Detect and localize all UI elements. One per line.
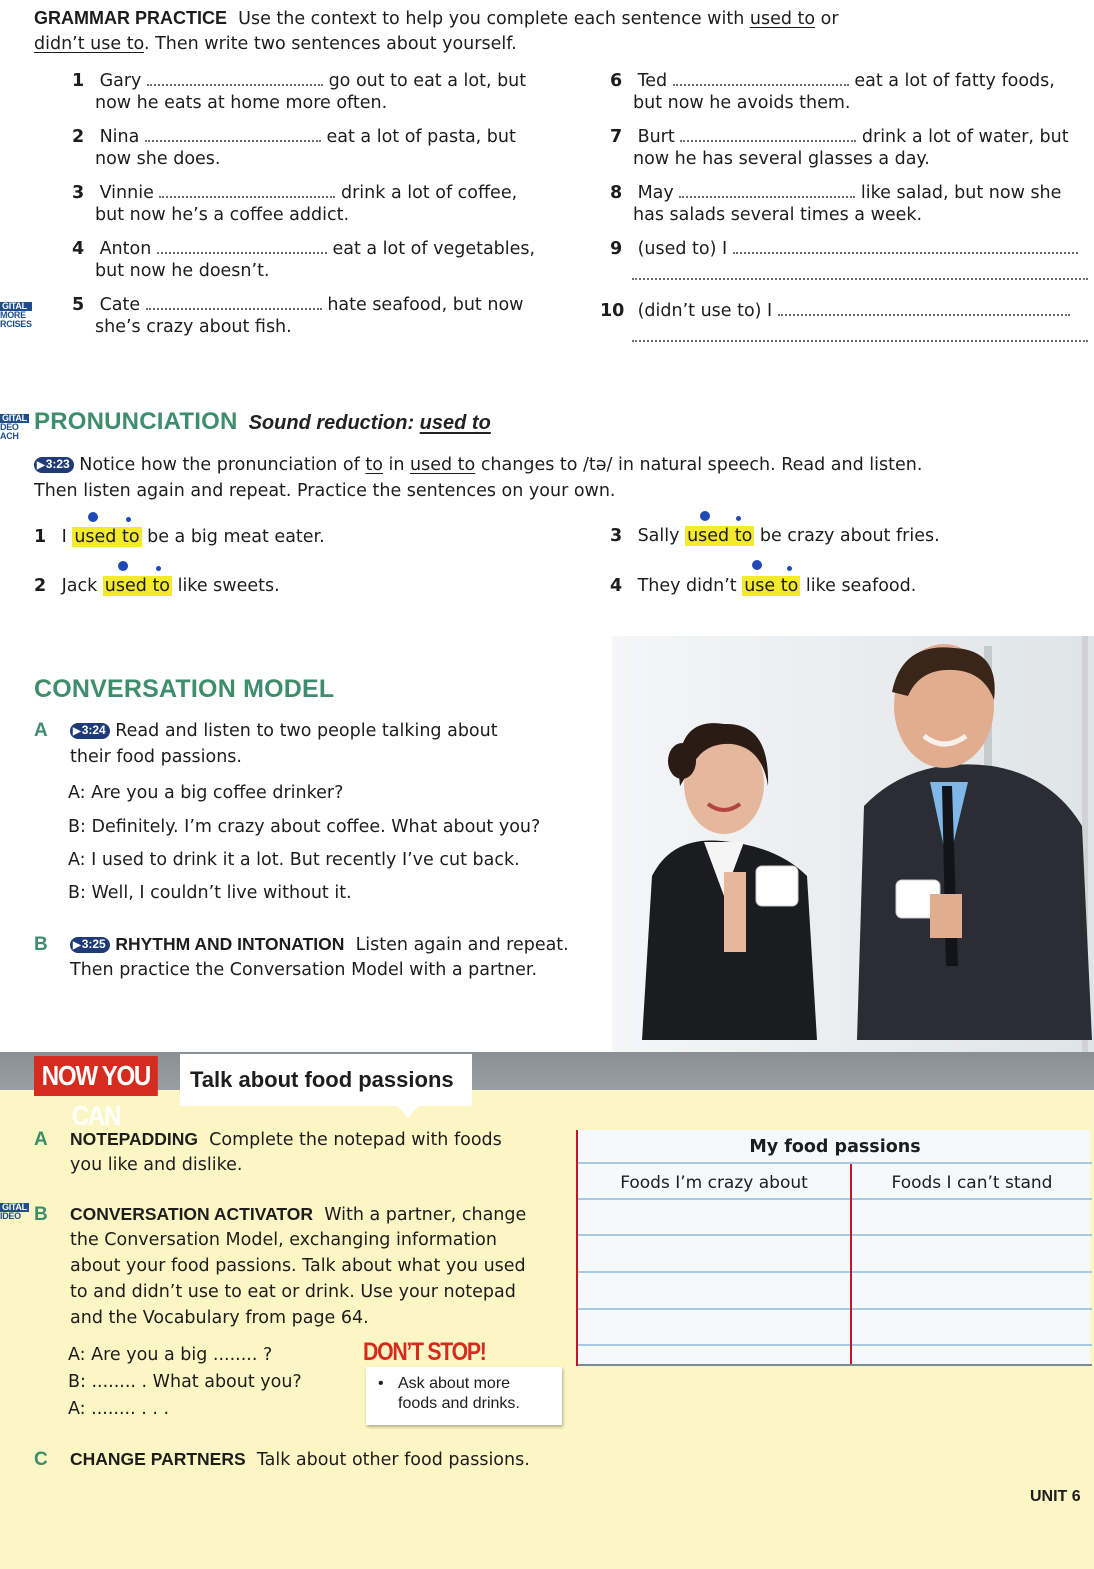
pronunciation-instructions-line2: Then listen again and repeat. Practice the sentences on your own. xyxy=(34,481,616,501)
answer-blank[interactable] xyxy=(679,188,855,198)
grammar-instructions-line2: didn’t use to. Then write two sentences about yourself. xyxy=(34,34,517,54)
answer-blank[interactable] xyxy=(145,132,321,142)
answer-blank[interactable] xyxy=(673,76,849,86)
notepadding-instructions-line2: you like and dislike. xyxy=(70,1155,243,1175)
dialogue-line-3: A: I used to drink it a lot. But recently I’ve cut back. xyxy=(68,850,520,870)
dialogue-line-4: B: Well, I couldn’t live without it. xyxy=(68,883,352,903)
play-icon: ▶ xyxy=(37,460,45,471)
notepad-rule xyxy=(578,1344,1092,1346)
pronunciation-heading: PRONUNCIATION Sound reduction: used to xyxy=(34,408,491,435)
notepad-rule xyxy=(578,1271,1092,1273)
grammar-item-3: 3 Vinnie drink a lot of coffee, but now he’s a coffee addict. xyxy=(72,183,518,225)
pronunciation-instructions: ▶3:23 Notice how the pronunciation of to in used to changes to /tə/ in natural speech. Read and listen. xyxy=(34,452,1074,478)
notepad-rule xyxy=(578,1198,1092,1200)
answer-blank[interactable] xyxy=(147,76,323,86)
grammar-instructions: GRAMMAR PRACTICE Use the context to help you complete each sentence with used to or xyxy=(34,8,839,29)
grammar-item-6: 6 Ted eat a lot of fatty foods, but now he avoids them. xyxy=(610,71,1055,113)
now-you-can-band xyxy=(0,1052,1094,1092)
notepad-column-cant-stand[interactable]: Foods I can’t stand xyxy=(891,1173,1053,1193)
grammar-item-7: 7 Burt drink a lot of water, but now he has several glasses a day. xyxy=(610,127,1069,169)
grammar-item-2: 2 Nina eat a lot of pasta, but now she does. xyxy=(72,127,516,169)
play-icon: ▶ xyxy=(73,940,81,951)
edge-tag-video[interactable]: GITAL IDEO xyxy=(0,1202,27,1221)
stress-dot-small xyxy=(126,517,131,522)
pronunciation-item-3: 3 Sally used to be crazy about fries. xyxy=(610,526,940,546)
stress-dot-small xyxy=(736,516,741,521)
notepadding-instructions: A NOTEPADDING Complete the notepad with foods xyxy=(34,1129,502,1150)
notepad-rule xyxy=(578,1162,1092,1164)
label-pointer xyxy=(396,1104,420,1118)
audio-button[interactable]: ▶3:23 xyxy=(34,457,74,473)
activator-line-3: to and didn’t use to eat or drink. Use your notepad xyxy=(70,1282,516,1302)
grammar-item-10: 10 (didn’t use to) I xyxy=(600,298,1090,350)
stress-dot-large xyxy=(118,561,128,571)
dont-stop-title: DON’T STOP! xyxy=(363,1338,486,1366)
grammar-item-1: 1 Gary go out to eat a lot, but now he eats at home more often. xyxy=(72,71,527,113)
answer-blank[interactable] xyxy=(159,188,335,198)
stress-dot-small xyxy=(787,566,792,571)
now-you-can-badge: NOW YOU CAN xyxy=(34,1056,158,1096)
edge-tag-video-coach[interactable]: GITAL DEO ACH xyxy=(0,413,27,441)
activator-line-2: about your food passions. Talk about what you used xyxy=(70,1256,526,1276)
conversation-photo xyxy=(612,636,1094,1070)
activator-line-1: the Conversation Model, exchanging information xyxy=(70,1230,497,1250)
grammar-item-4: 4 Anton eat a lot of vegetables, but now he doesn’t. xyxy=(72,239,536,281)
stress-dot-large xyxy=(700,511,710,521)
prompt-line-2: B: ........ . What about you? xyxy=(68,1372,302,1392)
answer-blank-line2[interactable] xyxy=(632,270,1088,280)
grammar-item-8: 8 May like salad, but now she has salads several times a week. xyxy=(610,183,1062,225)
notepad-bottom-edge xyxy=(578,1364,1092,1366)
notepad-title: My food passions xyxy=(749,1137,921,1157)
audio-button[interactable]: ▶3:24 xyxy=(70,723,110,739)
now-you-can-label: Talk about food passions xyxy=(180,1054,472,1106)
notepad-column-divider xyxy=(850,1164,852,1366)
activator-line-4: and the Vocabulary from page 64. xyxy=(70,1308,369,1328)
edge-tag-more-exercises[interactable]: GITAL MORE RCISES xyxy=(0,301,32,329)
conversation-b-instructions: B ▶3:25 RHYTHM AND INTONATION Listen again and repeat. xyxy=(34,934,569,955)
grammar-item-9: 9 (used to) I xyxy=(610,236,1090,288)
food-passions-notepad xyxy=(576,1130,1090,1366)
unit-label: UNIT 6 xyxy=(1030,1488,1081,1505)
play-icon: ▶ xyxy=(73,726,81,737)
answer-blank[interactable] xyxy=(778,306,1070,316)
grammar-label: GRAMMAR PRACTICE xyxy=(34,8,227,28)
answer-blank-line2[interactable] xyxy=(632,332,1088,342)
dialogue-line-2: B: Definitely. I’m crazy about coffee. What about you? xyxy=(68,817,541,837)
grammar-item-5: 5 Cate hate seafood, but now she’s crazy about fish. xyxy=(72,295,524,337)
audio-button[interactable]: ▶3:25 xyxy=(70,937,110,953)
bullet-icon: • xyxy=(378,1375,384,1392)
prompt-line-3: A: ........ . . . xyxy=(68,1399,170,1419)
prompt-line-1: A: Are you a big ........ ? xyxy=(68,1345,273,1365)
conversation-a-instructions-line2: their food passions. xyxy=(70,747,242,767)
pronunciation-title: PRONUNCIATION xyxy=(34,408,238,435)
notepad-rule xyxy=(578,1234,1092,1236)
dialogue-line-1: A: Are you a big coffee drinker? xyxy=(68,783,344,803)
stress-dot-large xyxy=(752,560,762,570)
pronunciation-item-4: 4 They didn’t use to like seafood. xyxy=(610,576,917,596)
conversation-a-instructions: A ▶3:24 Read and listen to two people talking about xyxy=(34,720,498,741)
conversation-title: CONVERSATION MODEL xyxy=(34,675,335,703)
stress-dot-large xyxy=(88,512,98,522)
change-partners-instructions: C CHANGE PARTNERS Talk about other food passions. xyxy=(34,1449,530,1470)
dont-stop-bullet: • Ask about more foods and drinks. xyxy=(378,1375,520,1412)
notepad-column-crazy-about[interactable]: Foods I’m crazy about xyxy=(620,1173,808,1193)
answer-blank[interactable] xyxy=(157,244,327,254)
pronunciation-item-2: 2 Jack used to like sweets. xyxy=(34,576,280,596)
stress-dot-small xyxy=(156,566,161,571)
coffee-people-illustration xyxy=(612,636,1094,1070)
activator-instructions: B CONVERSATION ACTIVATOR With a partner, change xyxy=(34,1204,527,1225)
conversation-b-instructions-line2: Then practice the Conversation Model with a partner. xyxy=(70,960,538,980)
answer-blank[interactable] xyxy=(680,132,856,142)
pronunciation-item-1: 1 I used to be a big meat eater. xyxy=(34,527,325,547)
answer-blank[interactable] xyxy=(733,244,1078,254)
answer-blank[interactable] xyxy=(146,300,322,310)
notepad-rule xyxy=(578,1308,1092,1310)
